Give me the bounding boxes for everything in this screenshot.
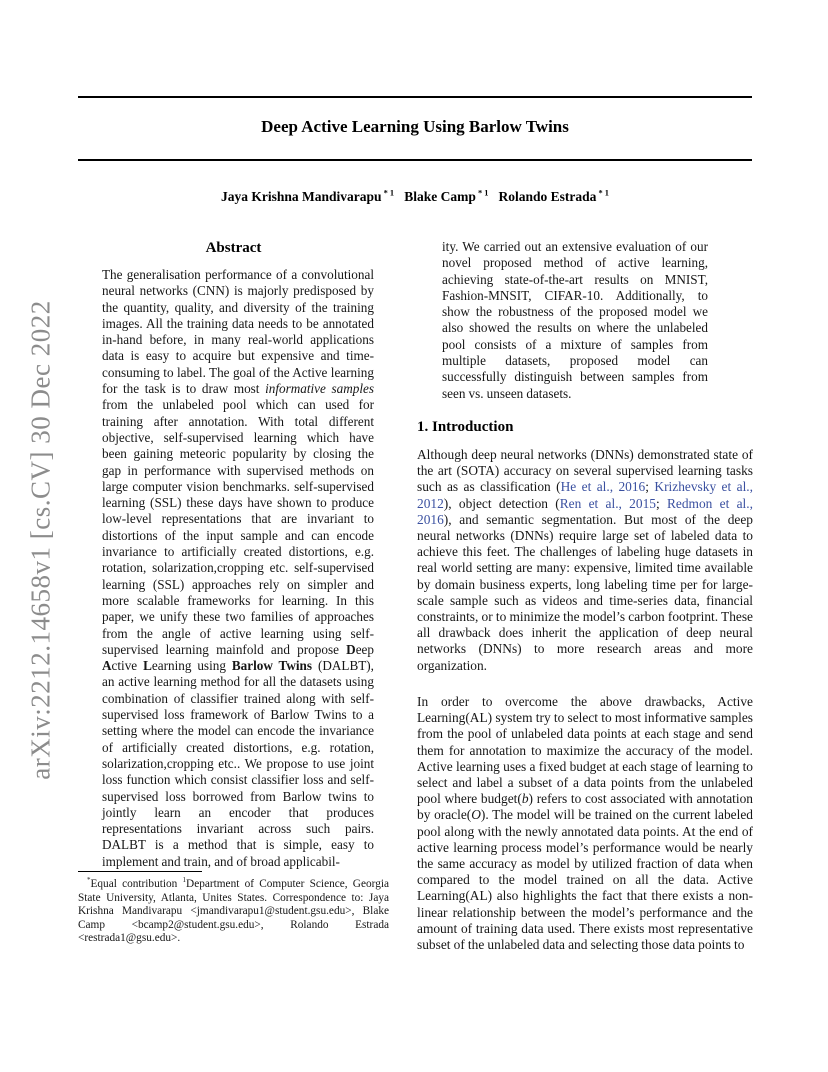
author-line xyxy=(78,189,752,205)
footnote xyxy=(78,878,389,946)
text-segment: ) refers to cost associated with annotation by oracle( xyxy=(417,791,754,823)
text-segment: ctive xyxy=(111,658,144,674)
text-segment: earning using xyxy=(151,658,232,674)
author-footnote-marker: * 1 xyxy=(381,188,395,198)
text-segment: Although deep neural networks (DNNs) demonstrated state of the art (SOTA) accuracy on several supervised learning tasks such as as classification ( xyxy=(417,447,753,495)
text-segment: Barlow Twins xyxy=(231,658,313,674)
text-segment: In order to overcome the above drawbacks, Active Learning(AL) system try to select to most informative samples from the pool of unlabeled data points at each stage and send them for annotation to maximize the accuracy of the model. Active learning uses a fixed budget at each stage of learning to select and label a subset of a data points from the unlabeled pool where budget( xyxy=(417,694,753,807)
text-segment: The generalisation performance of a convolutional neural networks (CNN) is majorly predisposed by the quantity, quality, and diversity of the training images. All the training data needs to be annotated in-hand before, in many real-world applications data is easy to acquire but expensive and time-consuming to label. The goal of the Active learning for the task is to draw most xyxy=(102,267,374,397)
text-segment: Jaya Krishna Mandivarapu xyxy=(221,189,382,204)
text-segment: D xyxy=(346,641,356,657)
author-footnote-marker: * 1 xyxy=(475,188,489,198)
text-segment: Blake Camp xyxy=(404,189,476,204)
title-rule-top xyxy=(78,96,752,98)
arxiv-watermark: arXiv:2212.14658v1 [cs.CV] 30 Dec 2022 xyxy=(25,300,56,780)
footnote-rule xyxy=(78,871,202,872)
text-segment: Department of Computer Science, Georgia State University, Atlanta, Unites States. Correspondence to: Jaya Krishna Mandivarapu <jmandivarapu1@student.gsu.edu>, Blake Camp <bcamp2@student.gsu.edu>, Rolando Estrada <restrada1@gsu.edu>. xyxy=(78,878,389,945)
text-segment: ; xyxy=(645,479,655,495)
citation-link[interactable]: Redmon et al., 2016 xyxy=(417,495,753,527)
text-segment: b xyxy=(521,791,529,807)
section-heading-introduction: 1. Introduction xyxy=(417,419,514,435)
citation-link[interactable]: Ren et al., 2015 xyxy=(559,495,656,511)
abstract-column-1 xyxy=(102,267,374,870)
text-segment: L xyxy=(143,658,152,674)
text-segment xyxy=(488,189,498,204)
affiliation-marker: 1 xyxy=(182,876,187,885)
text-segment: ), and semantic segmentation. But most of the deep neural networks (DNNs) require large set of labeled data to achieve this feet. The challenges of labeling huge datasets in real world setting are many: expensive, limited time available by domain business experts, long labeling time per for large-scale sample such as videos and time-series data, financial constraints, or to minimize the model’s carbon footprint. These all drawback does inherit the application of deep neural networks (DNNs) to more research areas and more organization. xyxy=(417,511,753,673)
intro-paragraph-1 xyxy=(417,447,753,674)
text-segment: O xyxy=(471,807,481,823)
text-segment: ). The model will be trained on the current labeled pool along with the newly annotated data points. At the end of active learning process model’s performance would be nearly the same accuracy as model by utilized fraction of data when compared to the model trained on all the data. Active Learning(AL) also highlights the fact that there exists a non-linear relationship between the model’s performance and the amount of training data used. There exists most representative subset of the unlabeled data and selecting those data points to xyxy=(417,807,753,953)
equal-contribution-marker: * xyxy=(87,876,91,885)
text-segment: ; xyxy=(655,495,667,511)
intro-paragraph-2 xyxy=(417,694,753,953)
paper-title: Deep Active Learning Using Barlow Twins xyxy=(261,117,569,136)
author-footnote-marker: * 1 xyxy=(596,188,609,198)
text-segment xyxy=(394,189,404,204)
text-segment: Equal contribution xyxy=(90,878,183,890)
text-segment: eep xyxy=(355,641,374,657)
abstract-column-2 xyxy=(442,239,708,402)
text-segment: (DALBT), an active learning method for all the datasets using combination of classifier trained along with self-supervised loss framework of Barlow Twins to a setting where the model can encode the invariance of artificially created distortions, e.g. rotation, solarization,cropping etc.. We propose to use joint loss function which consist classifier loss and self-supervised loss borrowed from Barlow twins to jointly learn an encoder that produces representations invariant across such pairs. DALBT is a method that is simple, easy to implement and train, and of broad applicabil- xyxy=(102,658,374,869)
text-segment: ), object detection ( xyxy=(443,495,560,511)
title-rule-bottom xyxy=(78,159,752,161)
text-segment: Rolando Estrada xyxy=(498,189,597,204)
abstract-heading: Abstract xyxy=(205,240,262,256)
text-segment: from the unlabeled pool which can used for training after annotation. With total different objective, self-supervised learning which have been gaining meteoric popularity by closing the gap in performance with supervised methods on large computer vision benchmarks. self-supervised learning (SSL) these days have shown to produce low-level representations that are invariant to distortions of the input sample and can encode invariance to artificially created distortions, e.g. rotation, solarization,cropping etc. self-supervised learning (SSL) approaches rely on simpler and more scalable frameworks for learning. In this paper, we unify these two families of approaches from the angle of active learning using self-supervised learning mainfold and propose xyxy=(102,397,374,657)
text-segment: informative samples xyxy=(265,381,374,397)
text-segment: ity. We carried out an extensive evaluation of our novel proposed method of active learning, achieving state-of-the-art results on MNIST, Fashion-MNSIT, CIFAR-10. Additionally, to show the robustness of the proposed model we also showed the results on where the unlabeled pool consists of a mixture of samples from multiple datasets, proposed model can successfully distinguish between samples from seen vs. unseen datasets. xyxy=(442,239,708,401)
text-segment: A xyxy=(102,658,112,674)
citation-link[interactable]: He et al., 2016 xyxy=(560,479,646,495)
citation-link[interactable]: Krizhevsky et al., 2012 xyxy=(417,479,753,511)
